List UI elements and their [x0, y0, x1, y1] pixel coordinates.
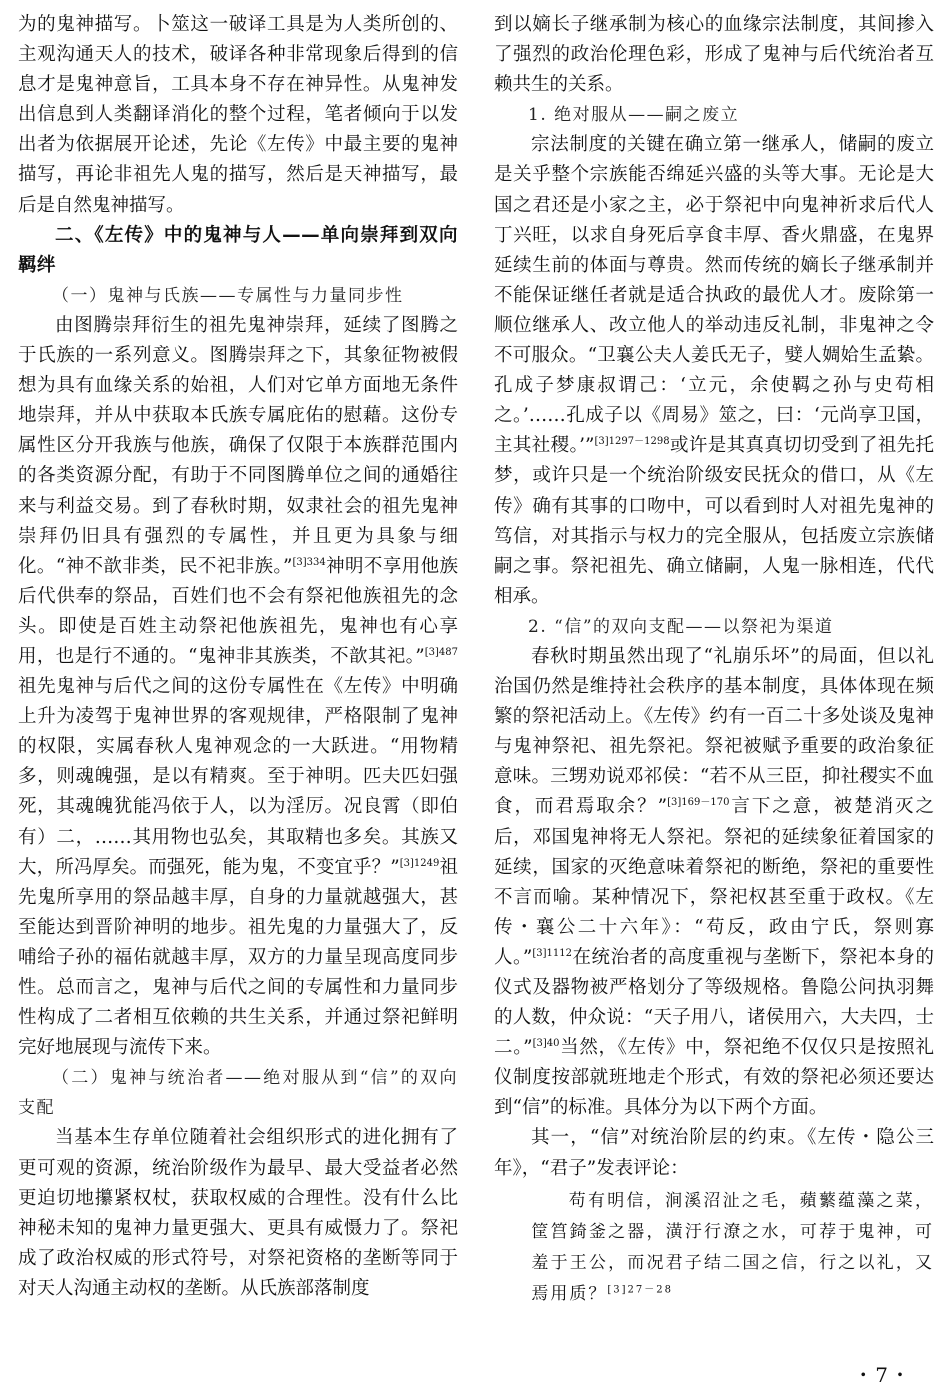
section-heading: 二、《左传》中的鬼神与人——单向崇拜到双向羁绊	[18, 224, 458, 276]
left-column	[18, 10, 458, 1304]
citation: [3]334	[292, 556, 326, 568]
paragraph: 当基本生存单位随着社会组织形式的进化拥有了更可观的资源，统治阶级作为最早、最大受益者必然更迫切地攥紧权杖，获取权威的合理性。没有什么比神秘未知的鬼神力量更强大、更具有威慑力了。祭祀成了政治权威的形式符号，对祭祀资格的垄断等同于对天人沟通主动权的垄断。从氏族部落制度	[18, 1127, 458, 1299]
citation: [3]1249	[399, 857, 440, 869]
page-number: ・7・	[853, 1363, 912, 1387]
citation: [3]169－170	[667, 797, 730, 809]
block-quote: 苟有明信，涧溪沼沚之毛，蘋蘩蕴藻之菜，筐筥錡釜之器，潢汙行潦之水，可荐于鬼神，可羞于王公，而况君子结二国之信，行之以礼，又焉用质？$^{[3]27-28}$	[531, 1190, 934, 1304]
paragraph: 到以嫡长子继承制为核心的血缘宗法制度，其间掺入了强烈的政治伦理色彩，形成了鬼神与后代统治者互赖共生的关系。	[494, 14, 934, 96]
citation: [3]487	[424, 646, 458, 658]
subsection-heading: 2. “信”的双向支配——以祭祀为渠道	[528, 616, 834, 637]
paragraph: 由图腾崇拜衍生的祖先鬼神崇拜，延续了图腾之于氏族的一系列意义。图腾崇拜之下，其象征物被假想为具有血缘关系的始祖，人们对它单方面地无条件地崇拜，并从中获取本氏族专属庇佑的慰藉。这份专属性区分开我族与他族，确保了仅限于本族群范围内的各类资源分配，有助于不同图腾单位之间的通婚往来与利益交易。到了春秋时期，奴隶社会的祖先鬼神崇拜仍旧具有强烈的专属性，并且更为具象与细化。“神不歆非类，民不祀非族。”$^{[3]334}$神明不享用他族后代供奉的祭品，百姓们也不会有祭祀他族祖先的念头。即使是百姓主动祭祀他族祖先，鬼神也有心享用，也是行不通的。“鬼神非其族类，不歆其祀。”$^{[3]487}$祖先鬼神与后代之间的这份专属性在《左传》中明确上升为凌驾于鬼神世界的客观规律，严格限制了鬼神的权限，实属春秋人鬼神观念的一大跃进。“用物精多，则魂魄强，是以有精爽。至于神明。匹夫匹妇强死，其魂魄犹能冯依于人，以为淫厉。况良霄（即伯有）二，……其用物也弘矣，其取精也多矣。其族又大，所冯厚矣。而强死，能为鬼，不变宜乎？”$^{[3]1249}$祖先鬼所享用的祭品越丰厚，自身的力量就越强大，甚至能达到晋阶神明的地步。祖先鬼的力量强大了，反哺给子孙的福佑就越丰厚，双方的力量呈现高度同步性。总而言之，鬼神与后代之间的专属性和力量同步性构成了二者相互依赖的共生关系，并通过祭祀鲜明完好地展现与流传下来。	[18, 314, 458, 1059]
citation: [3]1112	[532, 947, 572, 959]
subsection-heading: （一）鬼神与氏族——专属性与力量同步性	[52, 285, 404, 306]
paragraph: 其一，“信”对统治阶层的约束。《左传・隐公三年》，“君子”发表评论：	[494, 1127, 934, 1179]
paragraph: 为的鬼神描写。卜筮这一破译工具是为人类所创的、主观沟通天人的技术，破译各种非常现象后得到的信息才是鬼神意旨，工具本身不存在神异性。从鬼神发出信息到人类翻译消化的整个过程，笔者倾向于以发出者为依据展开论述，先论《左传》中最主要的鬼神描写，再论非祖先人鬼的描写，然后是天神描写，最后是自然鬼神描写。	[18, 14, 458, 216]
citation: [3]27－28	[607, 1284, 674, 1295]
paragraph: 宗法制度的关键在确立第一继承人，储嗣的废立是关乎整个宗族能否绵延兴盛的头等大事。无论是大国之君还是小家之主，必于祭祀中向鬼神祈求后代人丁兴旺，以求自身死后享食丰厚、香火鼎盛，在鬼界延续生前的体面与尊贵。然而传统的嫡长子继承制并不能保证继任者就是适合执政的最优人才。废除第一顺位继承人、改立他人的举动违反礼制，非鬼神之令不可服众。“卫襄公夫人姜氏无子，嬖人婤姶生孟絷。孔成子梦康叔谓己：‘立元，余使羁之孙与史苟相之。’……孔成子以《周易》筮之，曰：‘元尚享卫国，主其社稷。’”$^{[3]1297-1298}$或许是其真真切切受到了祖先托梦，或许只是一个统治阶级安民抚众的借口，从《左传》确有其事的口吻中，可以看到时人对祖先鬼神的笃信，对其指示与权力的完全服从，包括废立宗族储嗣之事。祭祀祖先、确立储嗣，人鬼一脉相连，代代相承。	[494, 134, 934, 607]
paragraph: 春秋时期虽然出现了“礼崩乐坏”的局面，但以礼治国仍然是维持社会秩序的基本制度，具体体现在频繁的祭祀活动上。《左传》约有一百二十多处谈及鬼神与鬼神祭祀、祖先祭祀。祭祀被赋予重要的政治象征意味。三甥劝说邓祁侯：“若不从三臣，抑社稷实不血食，而君焉取余？”$^{[3]169-170}$言下之意，被楚消灭之后，邓国鬼神将无人祭祀。祭祀的延续象征着国家的延续，国家的灭绝意味着祭祀的断绝，祭祀的重要性不言而喻。某种情况下，祭祀权甚至重于政权。《左传・襄公二十六年》：“苟反，政由宁氏，祭则寡人。”$^{[3]1112}$在统治者的高度重视与垄断下，祭祀本身的仪式及器物被严格划分了等级规格。鲁隐公问执羽舞的人数，仲众说：“天子用八，诸侯用六，大夫四，士二。”$^{[3]40}$当然，《左传》中，祭祀绝不仅仅只是按照礼仪制度按部就班地走个形式，有效的祭祀必须还要达到“信”的标准。具体分为以下两个方面。	[494, 645, 934, 1119]
subsection-heading: 1. 绝对服从——嗣之废立	[528, 105, 740, 126]
citation: [3]1297－1298	[594, 436, 670, 448]
citation: [3]40	[532, 1038, 560, 1050]
subsection-heading: （二）鬼神与统治者——绝对服从到“信”的双向支配	[18, 1068, 458, 1119]
right-column	[494, 10, 934, 1310]
